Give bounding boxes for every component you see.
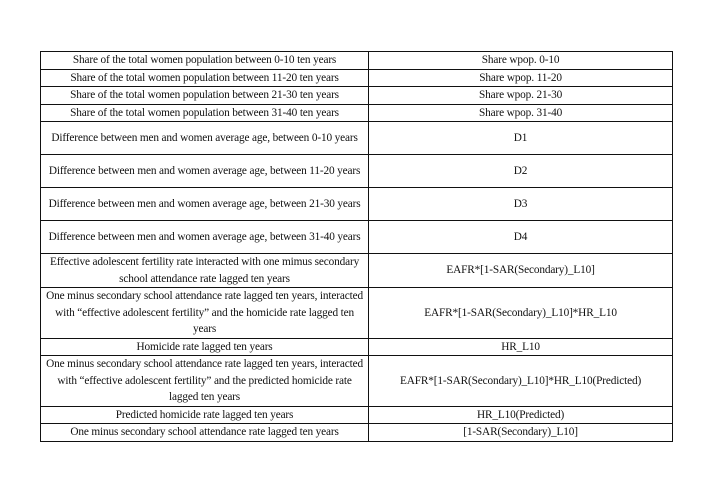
variable-name: D3	[369, 188, 673, 221]
table-row	[41, 406, 673, 424]
variable-description: Predicted homicide rate lagged ten years	[41, 406, 369, 424]
variable-description: Share of the total women population between 0-10 ten years	[41, 52, 369, 70]
variable-name: EAFR*[1-SAR(Secondary)_L10]	[369, 254, 673, 288]
table-row	[41, 52, 673, 70]
variable-name: D4	[369, 221, 673, 254]
variable-definitions-table	[40, 51, 673, 442]
table-row	[41, 424, 673, 442]
table-row	[41, 155, 673, 188]
variable-description: Difference between men and women average age, between 0-10 years	[41, 122, 369, 155]
variable-description: Share of the total women population between 21-30 ten years	[41, 87, 369, 105]
variable-name: EAFR*[1-SAR(Secondary)_L10]*HR_L10	[369, 288, 673, 339]
variable-description: Effective adolescent fertility rate interacted with one mimus secondary school attendance rate lagged ten years	[41, 254, 369, 288]
table-row	[41, 87, 673, 105]
variable-name: [1-SAR(Secondary)_L10]	[369, 424, 673, 442]
table-row	[41, 69, 673, 87]
variable-description: One minus secondary school attendance rate lagged ten years	[41, 424, 369, 442]
table-row	[41, 356, 673, 407]
table-row	[41, 288, 673, 339]
variable-name: Share wpop. 21-30	[369, 87, 673, 105]
variable-description: Homicide rate lagged ten years	[41, 338, 369, 356]
variable-description: Share of the total women population between 31-40 ten years	[41, 104, 369, 122]
variable-description: One minus secondary school attendance rate lagged ten years, interacted with “effective adolescent fertility” and the homicide rate lagged ten years	[41, 288, 369, 339]
variable-name: HR_L10	[369, 338, 673, 356]
variable-name: EAFR*[1-SAR(Secondary)_L10]*HR_L10(Predicted)	[369, 356, 673, 407]
table-row	[41, 221, 673, 254]
variable-name: Share wpop. 31-40	[369, 104, 673, 122]
table-row	[41, 104, 673, 122]
variable-name: Share wpop. 0-10	[369, 52, 673, 70]
table-row	[41, 188, 673, 221]
table-row	[41, 122, 673, 155]
variable-name: HR_L10(Predicted)	[369, 406, 673, 424]
variable-name: Share wpop. 11-20	[369, 69, 673, 87]
variable-description: Difference between men and women average age, between 31-40 years	[41, 221, 369, 254]
variable-description: Difference between men and women average age, between 21-30 years	[41, 188, 369, 221]
variable-description: Difference between men and women average age, between 11-20 years	[41, 155, 369, 188]
variable-name: D1	[369, 122, 673, 155]
variable-description: Share of the total women population between 11-20 ten years	[41, 69, 369, 87]
table-row	[41, 338, 673, 356]
variable-name: D2	[369, 155, 673, 188]
table-row	[41, 254, 673, 288]
variable-description: One minus secondary school attendance rate lagged ten years, interacted with “effective adolescent fertility” and the predicted homicide rate lagged ten years	[41, 356, 369, 407]
